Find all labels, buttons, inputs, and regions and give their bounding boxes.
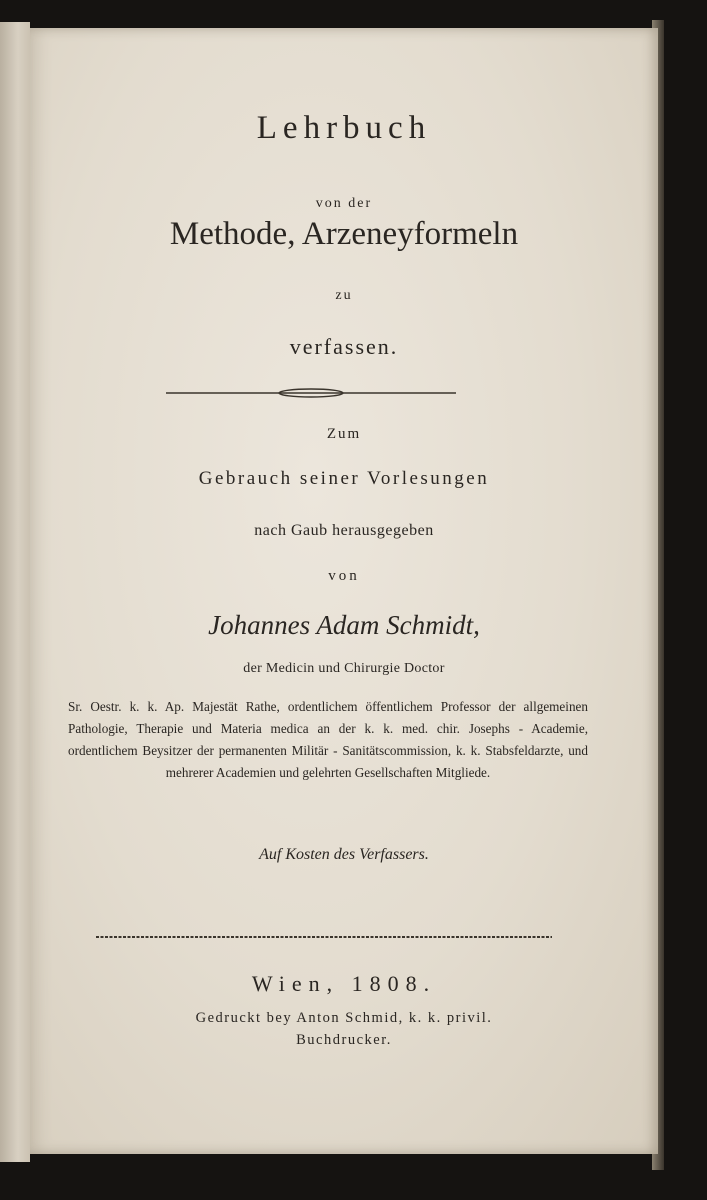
printer-line-1: Gedruckt bey Anton Schmid, k. k. privil. xyxy=(195,1010,493,1026)
ornamental-rule xyxy=(166,386,456,400)
title-page xyxy=(30,28,658,1154)
previous-page-edge xyxy=(0,22,30,1162)
title-line-2: von der xyxy=(315,196,373,211)
purpose-line-2: Gebrauch seiner Vorlesungen xyxy=(198,468,490,489)
purpose-line-3: nach Gaub herausgegeben xyxy=(254,522,434,539)
place-year: Wien, 1808. xyxy=(251,971,437,996)
by-line: von xyxy=(328,568,360,584)
title-line-5: verfassen. xyxy=(289,334,399,359)
author-name: Johannes Adam Schmidt, xyxy=(208,610,480,640)
title-line-3: Methode, Arzeneyformeln xyxy=(169,216,519,252)
author-titles: Sr. Oestr. k. k. Ap. Majestät Rathe, ordentlichem öffentlichem Professor der allgemeinen Pathologie, Therapie und Materia medica an der k. k. med. chir. Josephs - Academie, ordentlichem Beysitzer der permanenten Militär - Sanitätscommission, k. k. Stabsfeldarzte, und mehrerer Academien und gelehrten Gesellschaften Mitgliede. xyxy=(68,699,588,780)
dotted-rule xyxy=(96,933,552,941)
printer-line-2: Buchdrucker. xyxy=(296,1032,392,1048)
title-line-1: Lehrbuch xyxy=(256,110,432,146)
title-line-4: zu xyxy=(335,288,353,303)
author-degree: der Medicin und Chirurgie Doctor xyxy=(243,661,445,676)
purpose-line-1: Zum xyxy=(326,426,362,442)
publisher-note: Auf Kosten des Verfassers. xyxy=(259,846,429,863)
